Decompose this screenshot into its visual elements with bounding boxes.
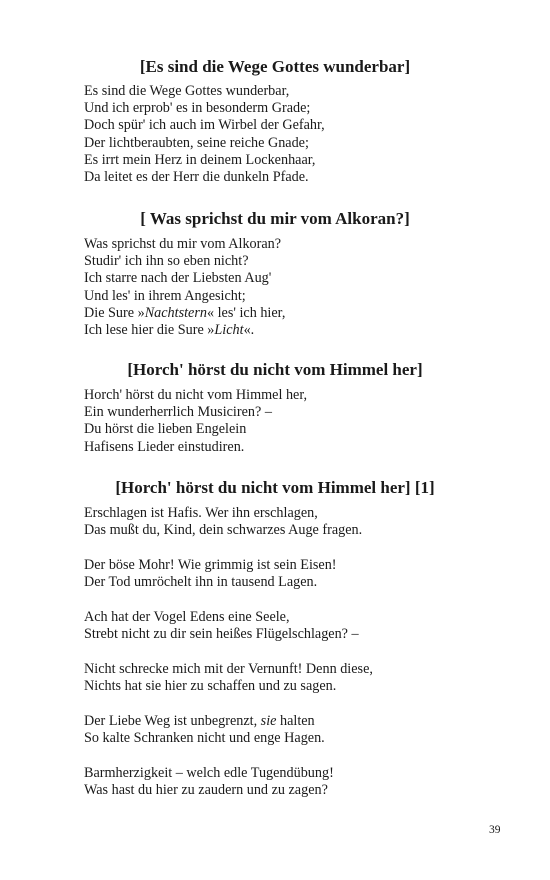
poem-line: Das mußt du, Kind, dein schwarzes Auge fragen. (84, 522, 363, 539)
poem-line: Nicht schrecke mich mit der Vernunft! Denn diese, (84, 660, 373, 677)
line-segment: « les' ich hier, (206, 304, 286, 321)
stanza (84, 713, 484, 747)
poem-line: Was sprichst du mir vom Alkoran? (84, 236, 282, 252)
poem-4-body (84, 505, 484, 799)
poem-line: Es irrt mein Herz in deinem Lockenhaar, (84, 151, 316, 168)
stanza (84, 765, 484, 799)
poem-line: Es sind die Wege Gottes wunderbar, (84, 83, 290, 99)
line-segment: «. (243, 322, 255, 339)
poem-line (84, 322, 484, 339)
stanza (84, 557, 484, 591)
line-segment: Die Sure » (84, 304, 145, 321)
poem-3-body (84, 387, 484, 456)
poem-line: Der Tod umröchelt ihn in tausend Lagen. (84, 574, 318, 591)
poem-line: So kalte Schranken nicht und enge Hagen. (84, 729, 325, 746)
poem-line: Studir' ich ihn so eben nicht? (84, 253, 249, 270)
line-segment: Der Liebe Weg ist unbegrenzt, (84, 712, 261, 729)
stanza (84, 236, 484, 339)
poem-line: Der böse Mohr! Wie grimmig ist sein Eisen! (84, 556, 337, 573)
stanza (84, 387, 484, 456)
poem-line: Barmherzigkeit – welch edle Tugendübung! (84, 764, 334, 781)
italic-text: Licht (214, 322, 244, 339)
page-number: 39 (489, 824, 501, 836)
poem-line: Ich starre nach der Liebsten Aug' (84, 270, 272, 287)
poem-4-title: [Horch' hörst du nicht vom Himmel her] [1] (115, 478, 435, 497)
poem-3-title: [Horch' hörst du nicht vom Himmel her] (127, 360, 423, 379)
poem-line: Ach hat der Vogel Edens eine Seele, (84, 608, 290, 625)
poem-line: Und ich erprob' es in besonderm Grade; (84, 100, 311, 117)
stanza (84, 505, 484, 539)
poem-2-title: [ Was sprichst du mir vom Alkoran?] (140, 209, 410, 228)
poem-line: Erschlagen ist Hafis. Wer ihn erschlagen, (84, 505, 318, 521)
poem-line: Der lichtberaubten, seine reiche Gnade; (84, 134, 309, 151)
stanza (84, 661, 484, 695)
stanza (84, 609, 484, 643)
poem-line (84, 305, 484, 322)
poem-line: Ein wunderherrlich Musiciren? – (84, 404, 272, 421)
poem-line: Da leitet es der Herr die dunkeln Pfade. (84, 169, 309, 186)
line-segment: halten (276, 712, 315, 729)
poem-1-body (84, 83, 484, 186)
stanza (84, 83, 484, 186)
poem-line: Horch' hörst du nicht vom Himmel her, (84, 387, 308, 403)
poem-line: Du hörst die lieben Engelein (84, 421, 247, 438)
poem-line: Hafisens Lieder einstudiren. (84, 438, 245, 455)
italic-text: Nachtstern (144, 304, 207, 321)
line-segment: Ich lese hier die Sure » (84, 322, 215, 339)
poem-line: Strebt nicht zu dir sein heißes Flügelschlagen? – (84, 626, 359, 643)
poem-line: Nichts hat sie hier zu schaffen und zu sagen. (84, 677, 337, 694)
poem-line: Doch spür' ich auch im Wirbel der Gefahr, (84, 117, 325, 134)
poem-1-title: [Es sind die Wege Gottes wunderbar] (139, 57, 411, 76)
poem-2-body (84, 236, 484, 339)
italic-text: sie (260, 712, 277, 729)
poem-line: Was hast du hier zu zaudern und zu zagen? (84, 781, 328, 798)
poem-line: Und les' in ihrem Angesicht; (84, 287, 246, 304)
poem-line (84, 713, 484, 730)
